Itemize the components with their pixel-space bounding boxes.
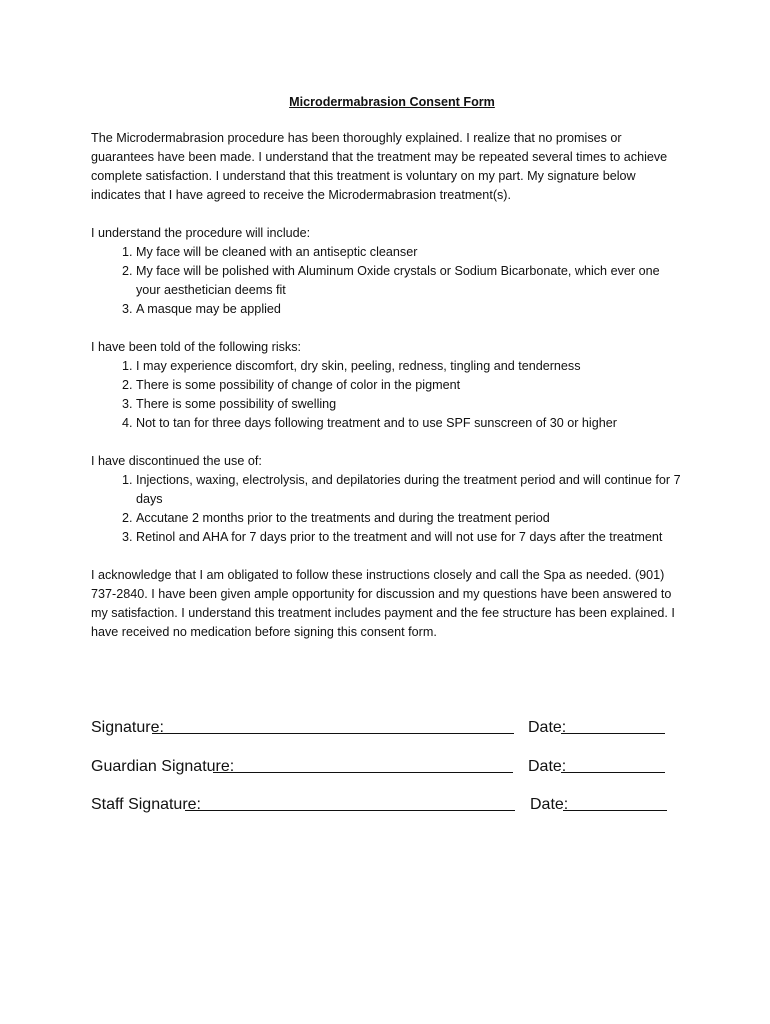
signature-label: Signature: [91,719,164,736]
risks-list [91,357,681,433]
risks-heading: I have been told of the following risks: [91,340,302,354]
acknowledgement-paragraph: I acknowledge that I am obligated to follow these instructions closely and call the Spa as needed. (901) 737-2840. I have been given ample opportunity for discussion and my questions have been answered to my satisfaction. I understand this treatment includes payment and the fee structure has been explained. I have received no medication before signing this consent form. [91,568,675,639]
consent-form [91,93,681,661]
staff-signature-row [91,796,681,816]
list-item: 2. Accutane 2 months prior to the treatments and during the treatment period [136,509,681,528]
list-item: 3. Retinol and AHA for 7 days prior to the treatment and will not use for 7 days after the treatment [136,528,681,547]
list-item: 1. Injections, waxing, electrolysis, and depilatories during the treatment period and will continue for 7 days [136,471,681,509]
staff-signature-line[interactable] [185,810,515,811]
guardian-signature-label: Guardian Signature: [91,758,235,775]
list-item: 2. My face will be polished with Aluminum Oxide crystals or Sodium Bicarbonate, which ever one your aesthetician deems fit [136,262,681,300]
date-line[interactable] [561,733,665,734]
date-label: Date: [528,758,567,775]
discontinued-heading: I have discontinued the use of: [91,454,262,468]
form-title: Microdermabrasion Consent Form [289,95,495,109]
list-item: 1. I may experience discomfort, dry skin, peeling, redness, tingling and tenderness [136,357,681,376]
list-item: 3. A masque may be applied [136,300,681,319]
procedure-list [91,243,681,319]
signature-line[interactable] [152,733,514,734]
guardian-signature-line[interactable] [213,772,513,773]
list-item: 2. There is some possibility of change of color in the pigment [136,376,681,395]
staff-signature-label: Staff Signature: [91,796,201,813]
procedure-heading: I understand the procedure will include: [91,226,311,240]
date-line[interactable] [563,810,667,811]
list-item: 1. My face will be cleaned with an antiseptic cleanser [136,243,681,262]
date-label: Date: [530,796,569,813]
intro-paragraph: The Microdermabrasion procedure has been thoroughly explained. I realize that no promises or guarantees have been made. I understand that the treatment may be repeated several times to achieve complete satisfaction. I understand that this treatment is voluntary on my part. My signature below indicates that I have agreed to receive the Microdermabrasion treatment(s). [91,131,668,202]
date-line[interactable] [561,772,665,773]
list-item: 3. There is some possibility of swelling [136,395,681,414]
date-label: Date: [528,719,567,736]
list-item: 4. Not to tan for three days following treatment and to use SPF sunscreen of 30 or higher [136,414,681,433]
discontinued-list [91,471,681,547]
guardian-signature-row [91,758,681,778]
signature-row [91,719,681,739]
